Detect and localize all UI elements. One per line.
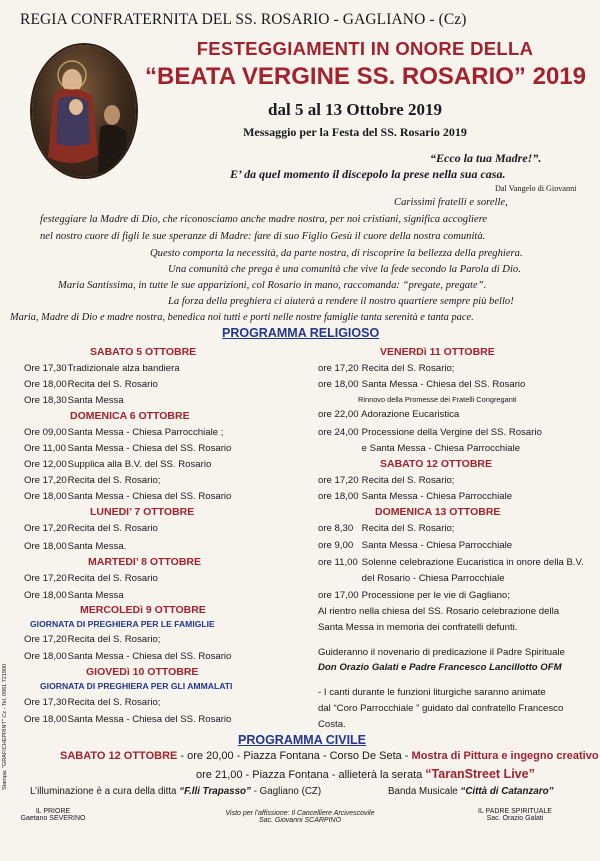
schedule-row: Ore 17,20 Recita del S. Rosario [24,523,158,534]
day-subtitle-ammalati: GIORNATA DI PREGHIERA PER GLI AMMALATI [40,681,233,691]
message-line: Una comunità che prega è una comunità che vive la fede secondo la Parola di Dio. [168,264,521,275]
schedule-row: ore 8,30 Recita del S. Rosario; [318,523,455,534]
schedule-row: ore 18,00 Santa Messa - Chiesa del SS. Rosario [318,379,526,390]
padre-name: Sac. Orazio Galati [486,815,544,822]
message-line: Questo comporta la necessità, da parte nostra, di riscoprire la bellezza della preghiera. [150,248,523,259]
canti-line-3: Costa. [318,719,346,730]
schedule-row: Ore 18,00 Santa Messa [24,590,124,601]
day-header-giovedi-10: GIOVEDì 10 OTTOBRE [86,666,199,678]
visto-affissione [190,810,410,824]
schedule-row: e Santa Messa - Chiesa Parrocchiale [361,443,521,454]
schedule-row: ore 24,00 Processione della Vergine del SS. Rosario [318,427,542,438]
schedule-row: Ore 17,30 Tradizionale alza bandiera [24,363,180,374]
day-subtitle-famiglie: GIORNATA DI PREGHIERA PER LE FAMIGLIE [30,619,215,629]
schedule-row: Ore 18,00 Santa Messa - Chiesa del SS. Rosario [24,651,232,662]
printer-credit: Stampa: "GRAFICHEPRINT" Cz - Tel. 0961 721900 [2,663,8,790]
padre-role: IL PADRE SPIRITUALE [478,808,552,815]
message-line: La forza della preghiera ci aiuterà a rendere il nostro quartiere sempre più bello! [168,296,514,307]
day-header-venerdi-11: VENERDì 11 OTTOBRE [380,346,495,358]
day-header-sabato-12: SABATO 12 OTTOBRE [380,458,493,470]
schedule-row: ore 11,00 Solenne celebrazione Eucaristica in onore della B.V. [318,557,584,568]
schedule-row: Ore 12,00 Supplica alla B.V. del SS. Rosario [24,459,212,470]
civile-line-2: ore 21,00 - Piazza Fontana - allieterà la serata “TaranStreet Live” [196,767,535,781]
visto-line-2: Sac. Giovanni SCARPINO [258,817,342,824]
schedule-row: ore 17,20 Recita del S. Rosario; [318,363,455,374]
beata-vergine-title: “BEATA VERGINE SS. ROSARIO” 2019 [145,63,586,90]
canti-line-1: - I canti durante le funzioni liturgiche saranno animate [318,687,546,698]
schedule-row: Ore 17,30 Recita del S. Rosario; [24,697,161,708]
madonna-figure-icon [32,45,136,177]
festeggiamenti-line: FESTEGGIAMENTI IN ONORE DELLA [196,38,534,59]
quote-source: Dal Vangelo di Giovanni [495,184,577,193]
closing-line-1: Al rientro nella chiesa del SS. Rosario celebrazione della [318,606,560,617]
priore-name: Gaetano SEVERINO [20,815,86,822]
day-header-sabato-5: SABATO 5 OTTOBRE [90,346,197,358]
schedule-row: Ore 11,00 Santa Messa - Chiesa del SS. Rosario [24,443,232,454]
schedule-row: Ore 18,00 Santa Messa - Chiesa del SS. Rosario [24,714,232,725]
schedule-row: Ore 18,00 Santa Messa - Chiesa del SS. Rosario [24,491,232,502]
priore-role: IL PRIORE [35,808,71,815]
padre-spirituale-signature [460,808,570,822]
message-line: festeggiare la Madre di Dio, che riconosciamo anche madre nostra, per noi cristiani, significa accogliere [40,214,488,225]
programma-civile-title: PROGRAMMA CIVILE [238,733,367,747]
message-title: Messaggio per la Festa del SS. Rosario 2019 [243,125,467,139]
schedule-row: Ore 18,00 Recita del S. Rosario [24,379,158,390]
schedule-row: ore 17,00 Processione per le vie di Gagliano; [318,590,510,601]
message-line: Maria Santissima, in tutte le sue apparizioni, col Rosario in mano, raccomanda: “pregate, pregate”. [58,280,487,291]
schedule-row: ore 18,00 Santa Messa - Chiesa Parrocchiale [318,491,513,502]
novenario-line-1: Guideranno il novenario di predicazione il Padre Spirituale [318,647,565,658]
canti-line-2: dal “Coro Parrocchiale ” guidato dal confratello Francesco [318,703,564,714]
schedule-row: Ore 18,30 Santa Messa [24,395,124,406]
message-line: nel nostro cuore di figli le sue speranze di Madre: fare di suo Figlio Gesù il cuore della nostra comunità. [40,231,486,242]
message-line: Maria, Madre di Dio e madre nostra, benedica noi tutti e porti nelle nostre famiglie tanta serenità e tanta pace. [10,312,474,323]
festival-dates: dal 5 al 13 Ottobre 2019 [268,100,442,119]
quote-line-2: E’ da quel momento il discepolo la prese nella sua casa. [230,167,506,181]
day-header-domenica-6: DOMENICA 6 OTTOBRE [70,410,190,422]
priore-signature [18,808,88,822]
illuminazione-line: L’illuminazione è a cura della ditta “F.lli Trapasso” - Gagliano (CZ) [30,786,322,797]
quote-line-1: “Ecco la tua Madre!”. [430,151,542,165]
banda-line: Banda Musicale “Città di Catanzaro” [388,786,554,797]
schedule-row: ore 9,00 Santa Messa - Chiesa Parrocchiale [318,540,513,551]
closing-line-2: Santa Messa in memoria dei confratelli defunti. [318,622,518,633]
schedule-row: ore 22,00 Adorazione Eucaristica [318,409,460,420]
day-header-martedi-8: MARTEDI’ 8 OTTOBRE [88,556,201,568]
day-header-mercoledi-9: MERCOLEDì 9 OTTOBRE [80,604,206,616]
schedule-row: Ore 09,00 Santa Messa - Chiesa Parrocchiale ; [24,427,224,438]
schedule-row: del Rosario - Chiesa Parrocchiale [361,573,505,584]
visto-line-1: Visto per l’affissione: Il Cancelliere Arcivescovile [225,810,375,817]
madonna-medallion-image [32,45,136,177]
confraternity-title: REGIA CONFRATERNITA DEL SS. ROSARIO - GAGLIANO - (Cz) [20,11,467,28]
day-header-domenica-13: DOMENICA 13 OTTOBRE [375,506,501,518]
schedule-row: Ore 18,00 Santa Messa. [24,541,127,552]
schedule-row: ore 17,20 Recita del S. Rosario; [318,475,455,486]
rinnovo-note: Rinnovo della Promesse dei Fratelli Congreganti [358,395,517,404]
novenario-line-2: Don Orazio Galati e Padre Francesco Lancillotto OFM [318,662,562,673]
message-line: Carissimi fratelli e sorelle, [394,197,508,208]
civile-line-1: SABATO 12 OTTOBRE - ore 20,00 - Piazza Fontana - Corso De Seta - Mostra di Pittura e ingegno creativo [60,750,599,762]
programma-religioso-title: PROGRAMMA RELIGIOSO [222,326,380,340]
schedule-row: Ore 17,20 Recita del S. Rosario [24,573,158,584]
schedule-row: Ore 17,20 Recita del S. Rosario; [24,475,161,486]
day-header-lunedi-7: LUNEDI’ 7 OTTOBRE [90,506,195,518]
schedule-row: Ore 17,20 Recita del S. Rosario; [24,634,161,645]
